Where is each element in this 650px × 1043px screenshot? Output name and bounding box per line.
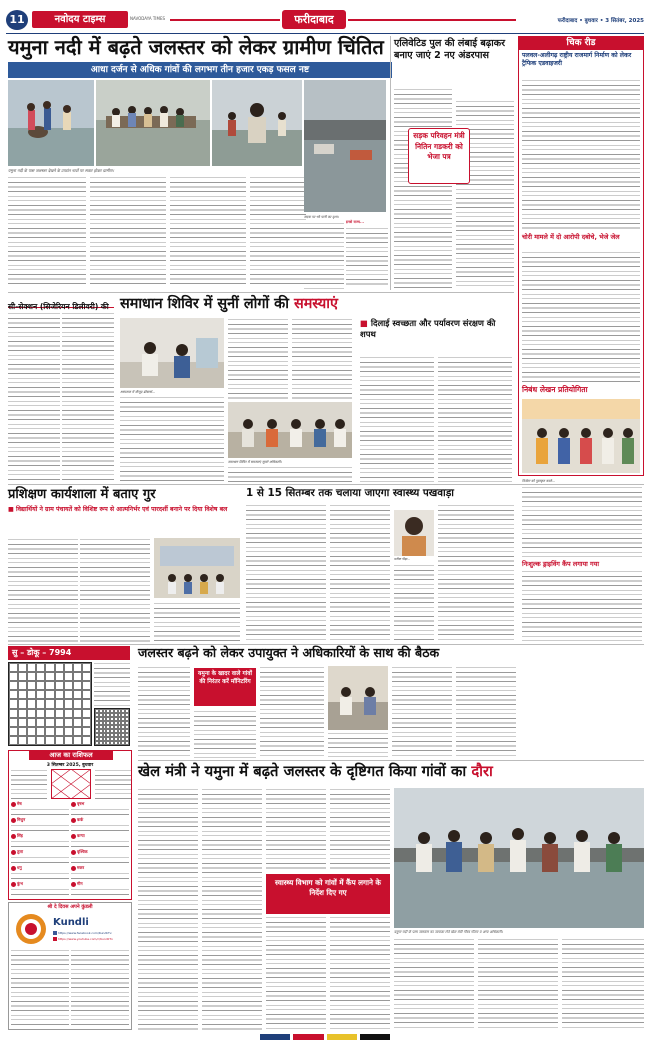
sudoku-cell[interactable] [18, 736, 27, 745]
sudoku-cell[interactable] [45, 690, 54, 699]
health-body-1 [246, 504, 326, 642]
sudoku-cell[interactable] [9, 663, 18, 672]
sports-headline-red: दौरा [471, 763, 493, 780]
horoscope-title: आज का राशिफल [49, 751, 93, 759]
workshop-photo [154, 538, 240, 598]
divider-v-1 [390, 36, 391, 290]
masthead [6, 8, 644, 32]
sudoku-cell[interactable] [64, 690, 73, 699]
sudoku-cell[interactable] [55, 690, 64, 699]
health-portrait [394, 510, 434, 556]
sudoku-cell[interactable] [9, 736, 18, 745]
lead-body-col-3 [170, 176, 246, 288]
sudoku-cell[interactable] [64, 672, 73, 681]
kundli-ad[interactable] [8, 902, 132, 1030]
zodiac-icon [71, 850, 76, 855]
water-photo [328, 666, 388, 730]
city-banner [282, 10, 346, 29]
sudoku-cell[interactable] [9, 709, 18, 718]
water-inset-text: यमुना के खादर वाले गांवों की निरंतर करें मॉनिटरिंग [198, 671, 252, 685]
zodiac-text [11, 808, 69, 817]
lead-subhead: आधा दर्जन से अधिक गांवों की लगभग तीन हजार एकड़ फसल नष्ट [90, 65, 310, 75]
zodiac-icon [11, 866, 16, 871]
zodiac-label: मेष [17, 801, 22, 806]
kundli-ad-heading: श्री दे दिवस अपने कुंडली [47, 904, 93, 910]
horoscope-item [71, 849, 129, 865]
sudoku-cell[interactable] [55, 663, 64, 672]
dateline: फरीदाबाद • बुधवार • 3 सितंबर, 2025 [557, 18, 644, 24]
sudoku-cell[interactable] [45, 699, 54, 708]
lead-body-col-4 [250, 176, 306, 288]
water-body-6 [456, 666, 516, 758]
zodiac-icon [11, 834, 16, 839]
zodiac-icon [11, 802, 16, 807]
divider-h-4 [138, 760, 644, 761]
camp-side-body-1 [360, 356, 434, 482]
zodiac-text [11, 840, 69, 849]
sudoku-cell[interactable] [73, 718, 82, 727]
lead-headline: यमुना नदी में बढ़ते जलस्तर को लेकर ग्रामीण चिंतित [8, 35, 384, 59]
divider-h-2 [8, 484, 644, 485]
flyover-headline: एलिवेटिड पुल की लंबाई बढ़ाकर बनाए जाएं 2 नए अंडरपास [394, 38, 506, 62]
horoscope-item [11, 833, 69, 849]
brand-block [32, 11, 128, 28]
kundli-logo [11, 912, 51, 946]
check-read-sidebar [518, 36, 644, 476]
sports-photo-caption: यमुना नदी के पास जलस्तर का जायजा लेते खेल मंत्री गौरव गौतम व अन्य अधिकारी। [394, 930, 503, 934]
check-read-headline-1: पलवल-अलीगढ़ राष्ट्रीय राजमार्ग निर्माण को लेकर ट्रैफिक एडवाइजरी [522, 52, 632, 67]
sudoku-cell[interactable] [73, 663, 82, 672]
zodiac-label: कर्क [77, 817, 84, 822]
check-read-label-bar [518, 36, 644, 50]
stats-callout [346, 220, 388, 290]
horoscope-item [71, 881, 129, 897]
sudoku-cell[interactable] [64, 681, 73, 690]
health-portrait-caption: प्रतीक पीड़ा… [394, 557, 411, 561]
health-body-4 [438, 504, 514, 642]
health-body-2 [330, 504, 390, 642]
camp-body-3 [292, 318, 352, 400]
lead-photo-3 [212, 80, 302, 166]
camp-headline-text: समाधान शिविर में सुनीं लोगों की [120, 296, 289, 312]
zodiac-label: मकर [77, 865, 85, 870]
check-read-label: चिक रीड [566, 38, 596, 48]
workshop-headline: प्रशिक्षण कार्यशाला में बताए गुर [8, 487, 156, 502]
horoscope-item [11, 865, 69, 881]
driving-body [522, 570, 642, 642]
sudoku-cell[interactable] [9, 699, 18, 708]
sudoku-cell[interactable] [45, 663, 54, 672]
square-bullet-icon: ■ [360, 318, 371, 328]
camp-photo-1 [120, 318, 224, 388]
zodiac-icon [11, 818, 16, 823]
sudoku-cell[interactable] [55, 718, 64, 727]
sudoku-cell[interactable] [18, 718, 27, 727]
sudoku-cell[interactable] [36, 699, 45, 708]
horoscope-intro [11, 769, 47, 799]
sudoku-cell[interactable] [55, 709, 64, 718]
sudoku-cell[interactable] [18, 681, 27, 690]
sudoku-cell[interactable] [18, 672, 27, 681]
flyover-photo-caption: सदक पर भरे पानी का दृश्य। [304, 215, 339, 219]
sudoku-cell[interactable] [73, 690, 82, 699]
gadkari-quote-box [408, 128, 470, 184]
sports-body-1 [138, 788, 198, 1030]
horoscope-box [8, 750, 132, 900]
kundli-brand: Kundli [53, 917, 89, 928]
sports-headline [138, 762, 644, 782]
workshop-body-3 [154, 602, 240, 642]
water-body-1 [138, 666, 190, 758]
water-inset-box [194, 668, 256, 706]
water-body-5 [392, 666, 452, 758]
sudoku-cell[interactable] [27, 681, 36, 690]
stats-col-a [304, 222, 344, 290]
sports-photo [394, 788, 644, 928]
sudoku-cell[interactable] [27, 709, 36, 718]
sudoku-cell[interactable] [36, 690, 45, 699]
kundli-ad-body-2 [71, 949, 129, 1027]
zodiac-text [11, 824, 69, 833]
lead-subhead-bar [8, 62, 392, 78]
zodiac-text [11, 856, 69, 865]
masthead-rule-left [170, 19, 280, 21]
camp-photo-2 [228, 402, 352, 458]
sudoku-cell[interactable] [36, 718, 45, 727]
flyover-photo [304, 80, 386, 212]
horoscope-list [11, 801, 131, 899]
sudoku-cell[interactable] [36, 681, 45, 690]
sudoku-cell[interactable] [64, 663, 73, 672]
health-fortnight-headline: 1 से 15 सितम्बर तक चलाया जाएगा स्वास्थ्य पखवाड़ा [246, 487, 454, 499]
city-name: फरीदाबाद [294, 13, 334, 26]
sudoku-cell[interactable] [82, 718, 91, 727]
sudoku-cell[interactable] [18, 699, 27, 708]
sudoku-cell[interactable] [27, 690, 36, 699]
camp-headline-red: समस्याएं [293, 296, 338, 312]
sudoku-grid[interactable] [8, 662, 92, 746]
sudoku-cell[interactable] [9, 690, 18, 699]
lead-photo-caption: यमुना नदी के पास जलस्तर देखने के उपरांत नावों पर सवार होकर ग्रामीण। [8, 168, 114, 173]
sudoku-cell[interactable] [82, 736, 91, 745]
sudoku-instructions [94, 662, 130, 706]
sudoku-cell[interactable] [27, 736, 36, 745]
stats-caption: इनसे राज्य... [346, 220, 365, 224]
gadkari-quote: सड़क परिवहन मंत्री नितिन गडकरी को भेजा पत्र [413, 131, 465, 162]
masthead-rule-right [348, 19, 516, 21]
lead-photo-1 [8, 80, 94, 166]
zodiac-label: वृश्चिक [77, 849, 88, 854]
horoscope-item [71, 833, 129, 849]
check-read-headline-2: चोरी मामले में दो आरोपी दबोचे, भेजे जेल [522, 233, 620, 241]
sudoku-cell[interactable] [27, 663, 36, 672]
zodiac-label: धनु [17, 865, 22, 870]
sudoku-cell[interactable] [55, 681, 64, 690]
horoscope-item [11, 849, 69, 865]
sudoku-cell[interactable] [18, 727, 27, 736]
sudoku-cell[interactable] [45, 718, 54, 727]
zodiac-label: मीन [77, 881, 83, 886]
sudoku-cell[interactable] [45, 727, 54, 736]
zodiac-icon [11, 850, 16, 855]
kundli-fb-url: https://www.facebook.com/KundliTv [57, 931, 112, 935]
cleanliness-side-headline [360, 318, 512, 339]
camp-caption-2: समाधान शिविर में समस्याएं सुनते अधिकारी। [228, 460, 282, 464]
sudoku-cell[interactable] [27, 727, 36, 736]
health-body-3 [394, 564, 434, 642]
zodiac-text [71, 840, 129, 849]
workshop-subhead [8, 506, 240, 514]
essay-body [522, 486, 642, 558]
zodiac-text [11, 872, 69, 881]
sudoku-cell[interactable] [36, 672, 45, 681]
sudoku-cell[interactable] [73, 736, 82, 745]
water-body-4 [328, 732, 388, 758]
zodiac-text [71, 872, 129, 881]
water-body-2 [194, 710, 256, 758]
lead-photo-2 [96, 80, 210, 166]
check-read-body-1 [522, 79, 640, 231]
check-read-headline-3: निबंध लेखन प्रतियोगिता [522, 385, 588, 394]
sudoku-cell[interactable] [64, 736, 73, 745]
divider-h-1 [8, 292, 514, 293]
workshop-body-2 [80, 538, 150, 642]
zodiac-label: कन्या [77, 833, 85, 838]
sudoku-cell[interactable] [27, 699, 36, 708]
sudoku-cell[interactable] [55, 699, 64, 708]
kundli-logo-icon [11, 912, 51, 946]
sudoku-cell[interactable] [45, 709, 54, 718]
c-section-headline: सी-सेक्शन (सिजेरियन डिलीवरी) की [8, 302, 109, 311]
camp-caption-1: अस्पताल में मौजूद डॉक्टर्स... [120, 390, 156, 394]
lead-body-col-1 [8, 176, 86, 288]
horoscope-intro-2 [95, 769, 131, 799]
horoscope-title-bar [29, 750, 113, 760]
zodiac-label: सिंह [17, 833, 23, 838]
sudoku-cell[interactable] [45, 736, 54, 745]
stats-callout-body [346, 227, 388, 285]
sudoku-cell[interactable] [82, 709, 91, 718]
sudoku-cell[interactable] [82, 681, 91, 690]
masthead-underline [6, 33, 644, 34]
sports-body-4 [330, 788, 390, 872]
zodiac-icon [11, 882, 16, 887]
zodiac-icon [71, 802, 76, 807]
registration-mark-bottom [260, 1034, 390, 1040]
sudoku-cell[interactable] [18, 690, 27, 699]
workshop-body-1 [8, 538, 78, 642]
sports-body-9 [562, 938, 644, 1030]
zodiac-text [11, 888, 69, 897]
sudoku-cell[interactable] [82, 727, 91, 736]
sudoku-cell[interactable] [36, 663, 45, 672]
essay-caption: विजेता को पुरस्कृत करते… [522, 479, 556, 483]
zodiac-label: तुला [17, 849, 24, 854]
sudoku-cell[interactable] [64, 727, 73, 736]
health-inset-text: स्वास्थ्य विभाग को गांवों में कैंप लगाने के निर्देश दिए गए [275, 878, 381, 897]
sudoku-cell[interactable] [73, 681, 82, 690]
sudoku-cell[interactable] [18, 663, 27, 672]
sudoku-cell[interactable] [9, 718, 18, 727]
sudoku-cell[interactable] [82, 690, 91, 699]
page-number: 11 [9, 13, 25, 26]
c-section-body-1 [8, 312, 60, 482]
horoscope-item [71, 817, 129, 833]
sudoku-cell[interactable] [27, 718, 36, 727]
sports-body-5 [266, 916, 326, 1030]
water-meeting-headline: जलस्तर बढ़ने को लेकर उपायुक्त ने अधिकारियों के साथ की बैठक [138, 645, 440, 660]
workshop-subhead-text: विद्यार्थियों ने ग्राम पंचायतें को विशिष्ट रूप से आत्मनिर्भर एवं पारदर्शी बनाने पर दिया विशेष बल [16, 506, 228, 513]
sudoku-cell[interactable] [55, 727, 64, 736]
horoscope-item [11, 817, 69, 833]
sports-body-7 [394, 938, 474, 1030]
health-inset-box [266, 874, 390, 914]
horoscope-item [71, 865, 129, 881]
sudoku-cell[interactable] [36, 736, 45, 745]
zodiac-icon [71, 866, 76, 871]
sudoku-cell[interactable] [36, 727, 45, 736]
camp-body-4 [228, 466, 352, 482]
kundli-yt-link[interactable] [53, 937, 131, 941]
kundli-chart [51, 769, 91, 799]
sudoku-cell[interactable] [64, 709, 73, 718]
horoscope-item [11, 881, 69, 897]
sudoku-cell[interactable] [9, 681, 18, 690]
zodiac-icon [71, 882, 76, 887]
sudoku-cell[interactable] [9, 672, 18, 681]
kundli-fb-link[interactable] [53, 931, 131, 935]
cleanliness-side-headline-text: दिलाई स्वच्छता और पर्यावरण संरक्षण की शपथ [360, 318, 496, 339]
camp-body-2 [228, 318, 288, 400]
sudoku-cell[interactable] [82, 672, 91, 681]
sudoku-cell[interactable] [45, 681, 54, 690]
c-section-headline-box [8, 294, 114, 311]
sudoku-cell[interactable] [55, 736, 64, 745]
sudoku-title: सु – डोकू – 7994 [12, 648, 72, 657]
sudoku-cell[interactable] [64, 718, 73, 727]
flyover-body-col-1 [394, 88, 452, 288]
zodiac-text [71, 808, 129, 817]
sudoku-answer-cell [125, 741, 129, 745]
sports-body-3 [266, 788, 326, 872]
driving-camp-headline: निःशुल्क ड्राइविंग कैंप लगाया गया [522, 560, 599, 568]
sudoku-cell[interactable] [82, 663, 91, 672]
sudoku-cell[interactable] [82, 699, 91, 708]
sudoku-answer-grid [94, 708, 130, 746]
youtube-icon [53, 937, 57, 941]
sports-body-6 [330, 916, 390, 1030]
sudoku-cell[interactable] [9, 727, 18, 736]
camp-side-body-2 [438, 356, 512, 482]
zodiac-text [71, 856, 129, 865]
water-body-3 [260, 666, 324, 758]
zodiac-icon [71, 834, 76, 839]
sudoku-cell[interactable] [55, 672, 64, 681]
zodiac-label: मिथुन [17, 817, 26, 822]
sports-body-2 [202, 788, 262, 1030]
kundli-ad-body-1 [11, 949, 69, 1027]
essay-photo [522, 399, 640, 473]
brand-small: NAVODAYA TIMES [130, 16, 166, 21]
sudoku-cell[interactable] [73, 699, 82, 708]
sudoku-cell[interactable] [36, 709, 45, 718]
zodiac-icon [71, 818, 76, 823]
sports-headline-text: खेल मंत्री ने यमुना में बढ़ते जलस्तर के दृष्टिगत किया गांवों का [138, 763, 467, 780]
sudoku-cell[interactable] [73, 727, 82, 736]
sudoku-cell[interactable] [45, 672, 54, 681]
square-bullet-icon-2: ■ [8, 506, 17, 513]
camp-body-1 [120, 396, 224, 482]
zodiac-text [71, 824, 129, 833]
sudoku-cell[interactable] [73, 709, 82, 718]
sudoku-cell[interactable] [64, 699, 73, 708]
facebook-icon [53, 931, 57, 935]
camp-headline [120, 294, 516, 314]
sudoku-cell[interactable] [18, 709, 27, 718]
c-section-body-2 [62, 312, 114, 482]
horoscope-date: 3 सितम्बर 2025, बुधवार [46, 763, 94, 768]
zodiac-label: वृषभ [77, 801, 85, 806]
horoscope-item [71, 801, 129, 817]
sudoku-cell[interactable] [27, 672, 36, 681]
page-number-badge [6, 10, 28, 30]
sports-body-8 [478, 938, 558, 1030]
zodiac-label: कुंभ [17, 881, 23, 886]
lead-body-col-2 [90, 176, 166, 288]
horoscope-item [11, 801, 69, 817]
brand-logo-text: नवोदय टाइम्स [54, 14, 106, 25]
sudoku-title-bar [8, 646, 130, 660]
check-read-body-2 [522, 251, 640, 383]
zodiac-text [71, 888, 129, 897]
kundli-yt-url: https://www.youtube.com/c/KundliTv [57, 937, 113, 941]
kundli-chart-svg [51, 769, 91, 799]
sudoku-cell[interactable] [73, 672, 82, 681]
